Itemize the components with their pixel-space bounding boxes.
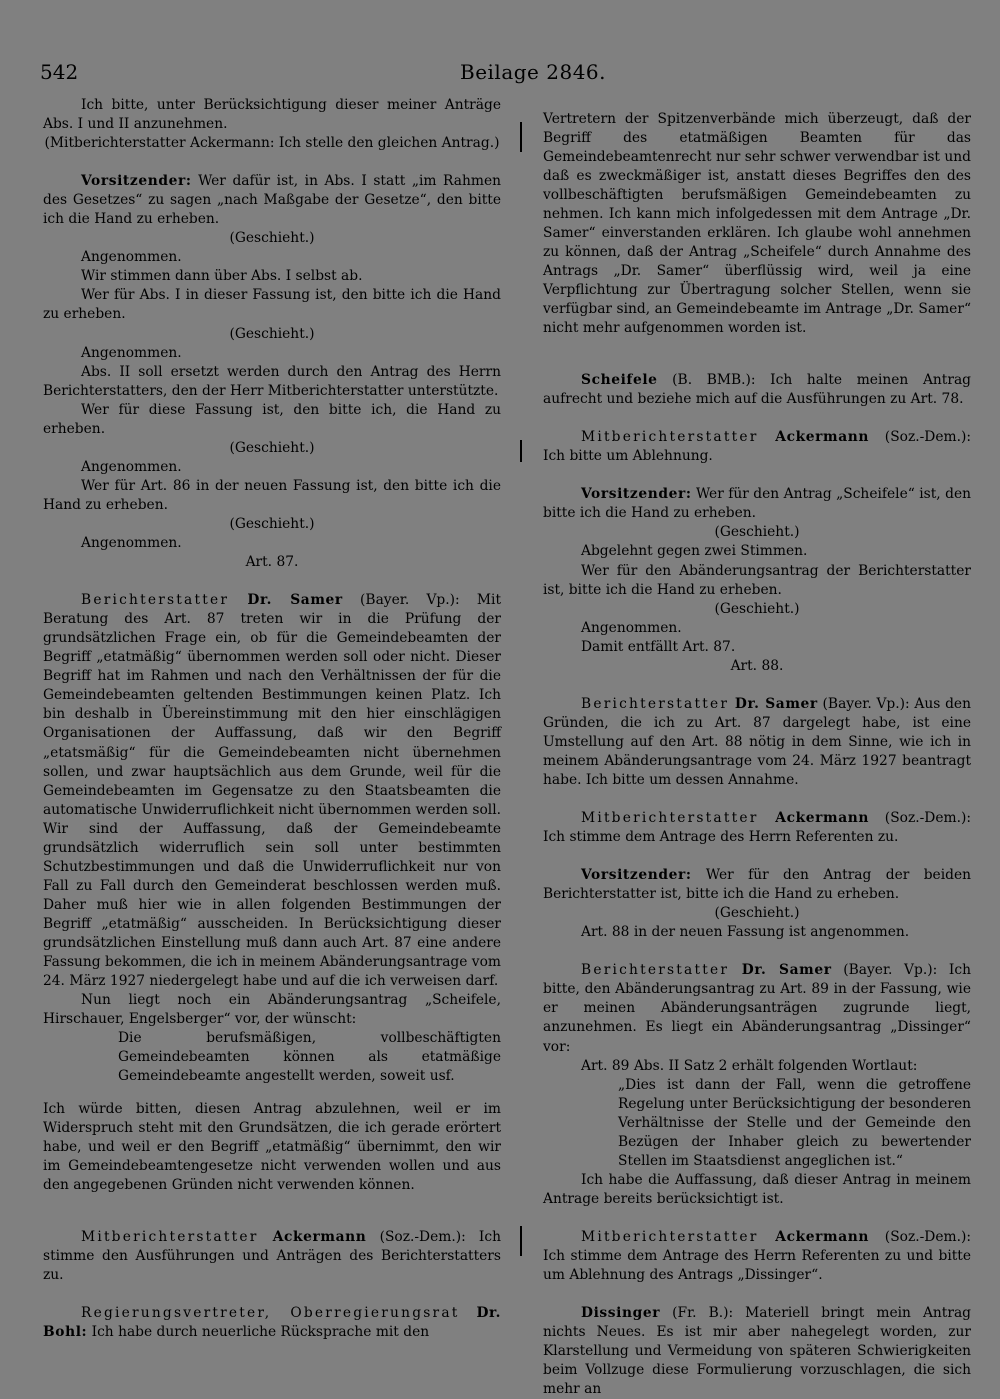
speaker-name: Dissinger [581,1305,661,1322]
paragraph: Wer für den Abänderungsantrag der Berichterstatter ist, bitte ich die Hand zu erheben. [543,562,971,598]
paragraph-speech [543,695,971,790]
paragraph-speech [543,1304,971,1399]
paragraph: Art. 89 Abs. II Satz 2 erhält folgenden Wortlaut: [581,1057,918,1074]
speaker-name: Ackermann [758,1228,870,1245]
stage-direction: (Geschieht.) [229,515,315,532]
speech-text: (Bayer. Vp.): Mit Beratung des Art. 87 treten wir in die Prüfung der grundsätzlichen Frage ein, ob für die Gemeindebeamten der Begriff „etatmäßig“ übernommen werden soll oder nicht. Dieser Begriff hat im Rahmen und nach den Verhältnissen der für die Gemeindebeamten geltenden Bestimmungen keinen Platz. Ich bin deshalb in Übereinstimmung mit den hier einschlägigen Organisationen der Auffassung, daß wir den Begriff „etatsmäßig“ für die Gemeindebeamten nicht übernehmen sollen, und zwar hauptsächlich aus dem Grunde, weil für die Gemeindebeamten im Gegensatze zu den Staatsbeamten die automatische Unwiderruflichkeit nicht übernommen werden soll. Wir sind der Auffassung, daß der Gemeindebeamte grundsätzlich widerruflich sein soll unter bestimmten Schutzbestimmungen und daß die Unwiderruflichkeit nur von Fall zu Fall durch den Gemeinderat beschlossen werden muß. Daher muß hier wie in allen folgenden Bestimmungen der Begriff „etatmäßig“ ausscheiden. In Berücksichtigung dieser grundsätzlichen Einstellung muß dann auch Art. 87 eine andere Fassung bekommen, die ich in meinem Abänderungsantrage vom 24. März 1927 niedergelegt habe und auf die ich verweisen darf. [43,592,501,990]
paragraph-speech [43,591,501,991]
article-heading: Art. 87. [245,554,299,571]
column-rule-1 [520,122,522,152]
paragraph: Wer für diese Fassung ist, den bitte ich, die Hand zu erheben. [43,401,501,437]
paragraph: Nun liegt noch ein Abänderungsantrag „Scheifele, Hirschauer, Engelsberger“ vor, der wünscht: [43,992,501,1028]
paragraph-speech [543,485,971,523]
stage-direction: (Geschieht.) [229,439,315,456]
speaker-role: Mitberichterstatter [581,429,759,446]
speaker-role: Mitberichterstatter [581,1228,759,1245]
stage-direction: (Geschieht.) [714,600,800,617]
paragraph-speech [43,1228,501,1285]
stage-direction: (Geschieht.) [229,325,315,342]
left-column [43,96,501,1342]
right-column [543,96,971,1399]
paragraph: Wer für Art. 86 in der neuen Fassung ist, den bitte ich die Hand zu erheben. [43,477,501,513]
paragraph-speech [543,961,971,1056]
paragraph: Angenommen. [81,249,182,266]
paragraph: Ich habe die Auffassung, daß dieser Antrag in meinem Antrage bereits berücksichtigt ist. [543,1171,971,1207]
paragraph: Ich würde bitten, diesen Antrag abzulehnen, weil er im Widerspruch steht mit den Grundsätzen, die ich gerade erörtert habe, und weil er den Begriff „etatmäßig“ übernimmt, den wir im Gemeindebeamtengesetze nicht verwenden wollen und aus den angegebenen Gründen nicht verwenden können. [43,1101,501,1194]
speech-text: (Soz.-Dem.): Ich stimme dem Antrage des Herrn Referenten zu. [543,810,971,846]
paragraph: Angenommen. [581,619,682,636]
speaker-role: Mitberichterstatter [581,810,759,827]
paragraph: Art. 88 in der neuen Fassung ist angenommen. [581,924,910,941]
paragraph-speech [543,371,971,409]
paragraph: Abgelehnt gegen zwei Stimmen. [581,543,808,560]
paragraph: Wer für Abs. I in dieser Fassung ist, den bitte ich die Hand zu erheben. [43,287,501,323]
speaker-name: Dr. Samer [729,695,818,712]
speaker-role: Berichterstatter [581,695,730,712]
paragraph: Ich bitte, unter Berücksichtigung dieser meiner Anträge Abs. I und II anzunehmen. [43,97,501,133]
speaker-name: Vorsitzender: [581,486,692,503]
speech-text: (Bayer. Vp.): Aus den Gründen, die ich zu Art. 87 dargelegt habe, ist eine Umstellung auf den Art. 88 nötig in dem Sinne, wie ich in meinem Abänderungsantrage vom 24. März 1927 beantragt habe. Ich bitte um dessen Annahme. [543,695,971,788]
speaker-name: Dr. Samer [729,962,832,979]
speech-text: (Soz.-Dem.): Ich stimme dem Antrage des Herrn Referenten zu und bitte um Ablehnung des Antrags „Dissinger“. [543,1228,971,1284]
page-title: Beilage 2846. [460,60,607,84]
speaker-role: Regierungsvertreter, Oberregierungsrat [81,1305,460,1322]
column-rule-2 [520,440,522,462]
stage-direction: (Geschieht.) [229,230,315,247]
paragraph: Angenommen. [81,458,182,475]
paragraph: Angenommen. [81,344,182,361]
stage-direction: (Mitberichterstatter Ackermann: Ich stelle den gleichen Antrag.) [44,135,500,152]
paragraph: Wir stimmen dann über Abs. I selbst ab. [81,268,363,285]
paragraph: Abs. II soll ersetzt werden durch den Antrag des Herrn Berichterstatters, den der Herr Mitberichterstatter unterstützte. [43,363,501,399]
quoted-motion: Die berufsmäßigen, vollbeschäftigten Gemeindebeamten können als etatmäßige Gemeindebeamte angestellt werden, soweit usf. [118,1030,501,1085]
stage-direction: (Geschieht.) [714,524,800,541]
paragraph-speech [543,866,971,904]
stage-direction: (Geschieht.) [714,905,800,922]
speaker-name: Ackermann [758,429,870,446]
speaker-name: Dr. Bohl: [43,1305,502,1341]
speech-text: (Bayer. Vp.): Ich bitte, den Abänderungsantrag zu Art. 89 in der Fassung, wie er meinen Abänderungsanträgen zugrunde liegt, anzunehmen. Es liegt ein Abänderungsantrag „Dissinger“ vor: [543,962,971,1055]
speaker-name: Scheifele [581,372,658,389]
speaker-name: Ackermann [258,1229,367,1246]
speech-text: Wer für den Antrag der beiden Berichterstatter ist, bitte ich die Hand zu erheben. [543,867,971,903]
speaker-name: Ackermann [758,810,870,827]
speech-text: Wer dafür ist, in Abs. I statt „im Rahmen des Gesetzes“ zu sagen „nach Maßgabe der Gesetze“, den bitte ich die Hand zu erheben. [43,173,501,228]
page-number: 542 [40,60,79,84]
article-heading: Art. 88. [730,657,784,674]
speech-text: Ich habe durch neuerliche Rücksprache mit den [87,1324,430,1341]
speaker-name: Vorsitzender: [81,173,192,190]
paragraph-speech [43,172,501,229]
paragraph: Vertretern der Spitzenverbände mich überzeugt, daß der Begriff des etatmäßigen Beamten für das Gemeindebeamtenrecht nur sehr schwer verwendbar ist und daß es zweckmäßiger ist, anstatt dieses Begriffes den des vollbeschäftigten berufsmäßigen Gemeindebeamten zu nehmen. Ich kann mich infolgedessen mit dem Antrage „Dr. Samer“ einverstanden erklären. Ich glaube wohl annehmen zu können, daß der Antrag „Scheifele“ durch Annahme des Antrags „Dr. Samer“ überflüssig wird, weil ja eine Verpflichtung zur Übertragung solcher Stellen, wenn sie verfügbar sind, an Gemeindebeamte im Antrage „Dr. Samer“ nicht mehr aufgenommen worden ist. [543,110,971,337]
speech-text: (B. BMB.): Ich halte meinen Antrag aufrecht und beziehe mich auf die Ausführungen zu Art. 78. [543,372,971,408]
speaker-role: Berichterstatter [81,592,230,609]
speaker-role: Mitberichterstatter [81,1229,259,1246]
page-header [40,60,960,90]
speaker-role: Berichterstatter [581,962,730,979]
quoted-motion: „Dies ist dann der Fall, wenn die getroffene Regelung unter Berücksichtigung der besonderen Verhältnisse der Stelle und der Gemeinde den Bezügen der Inhaber gleich zu bewertender Stellen im Staatsdienst angeglichen ist.“ [618,1076,971,1169]
speech-text: (Soz.-Dem.): Ich bitte um Ablehnung. [543,429,971,465]
speech-text: (Soz.-Dem.): Ich stimme den Ausführungen und Anträgen des Berichterstatters zu. [43,1229,501,1284]
speaker-name: Dr. Samer [229,592,343,609]
paragraph: Angenommen. [81,535,182,552]
speech-text: (Fr. B.): Materiell bringt mein Antrag nichts Neues. Es ist mir aber nahegelegt worden, zur Klarstellung und Vermeidung von späteren Schwierigkeiten beim Vollzuge diese Formulierung vorzuschlagen, die sich mehr an [543,1305,971,1398]
speech-text: Wer für den Antrag „Scheifele“ ist, den bitte ich die Hand zu erheben. [543,486,971,522]
paragraph-speech [543,809,971,847]
column-rule-3 [520,1226,522,1256]
paragraph-speech [43,1304,501,1342]
paragraph-speech [543,1228,971,1285]
paragraph: Damit entfällt Art. 87. [581,638,736,655]
paragraph-speech [543,428,971,466]
speaker-name: Vorsitzender: [581,867,692,884]
